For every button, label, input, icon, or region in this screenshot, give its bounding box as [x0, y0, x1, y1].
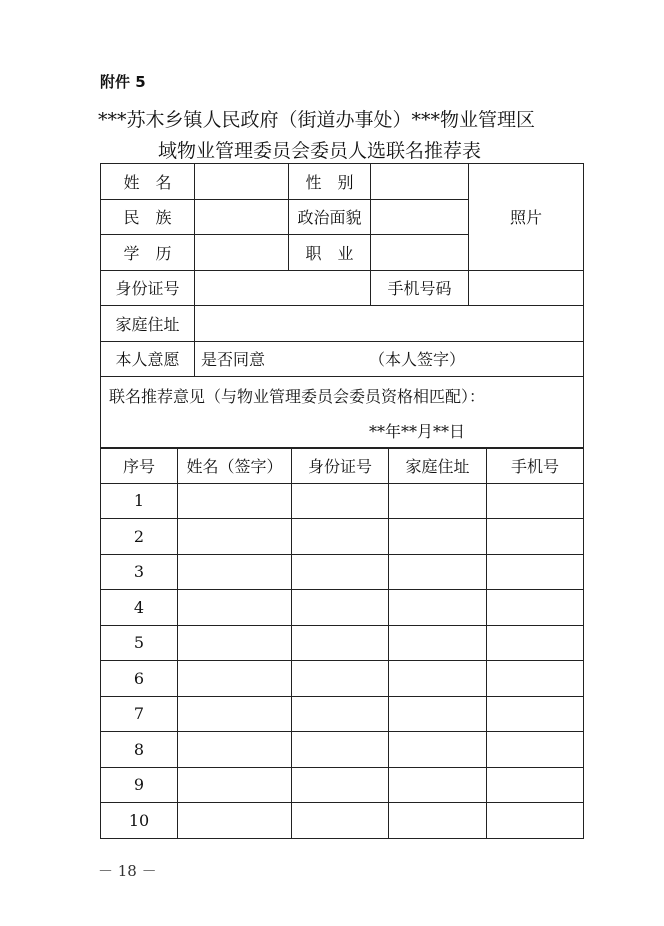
table-row — [101, 519, 584, 555]
column-header: 身份证号 — [292, 448, 389, 484]
id-number-cell[interactable] — [292, 661, 389, 697]
id-number-cell[interactable] — [292, 519, 389, 555]
consent-text: 是否同意 — [201, 350, 266, 370]
address-cell[interactable] — [389, 767, 487, 803]
id-number-label: 身份证号 — [101, 270, 195, 306]
phone-cell[interactable] — [487, 590, 584, 626]
recommender-list-table — [100, 447, 584, 839]
table-row — [101, 483, 584, 519]
political-status-label: 政治面貌 — [289, 199, 371, 235]
ethnicity-field[interactable] — [195, 199, 289, 235]
phone-cell[interactable] — [487, 732, 584, 768]
table-row — [101, 590, 584, 626]
column-header: 家庭住址 — [389, 448, 487, 484]
signature-cell[interactable] — [178, 590, 292, 626]
table-row — [101, 767, 584, 803]
table-row — [101, 270, 584, 306]
table-row — [101, 554, 584, 590]
row-number: 10 — [101, 803, 178, 839]
education-label: 学 历 — [101, 235, 195, 271]
id-number-field[interactable] — [195, 270, 371, 306]
recommendation-opinion[interactable] — [101, 377, 584, 449]
phone-cell[interactable] — [487, 767, 584, 803]
id-number-cell[interactable] — [292, 732, 389, 768]
address-cell[interactable] — [389, 519, 487, 555]
table-row — [101, 164, 584, 200]
address-cell[interactable] — [389, 590, 487, 626]
gender-field[interactable] — [371, 164, 469, 200]
phone-cell[interactable] — [487, 696, 584, 732]
consent-field[interactable] — [195, 341, 584, 377]
opinion-label: 联名推荐意见（与物业管理委员会委员资格相匹配）： — [109, 387, 486, 406]
id-number-cell[interactable] — [292, 590, 389, 626]
table-header-row — [101, 448, 584, 484]
row-number: 4 — [101, 590, 178, 626]
address-cell[interactable] — [389, 625, 487, 661]
table-row — [101, 306, 584, 342]
phone-cell[interactable] — [487, 803, 584, 839]
row-number: 1 — [101, 483, 178, 519]
phone-field[interactable] — [469, 270, 584, 306]
table-row — [101, 732, 584, 768]
column-header: 手机号 — [487, 448, 584, 484]
phone-cell[interactable] — [487, 519, 584, 555]
signature-cell[interactable] — [178, 767, 292, 803]
signature-cell[interactable] — [178, 661, 292, 697]
phone-cell[interactable] — [487, 625, 584, 661]
signature-text: （本人签字） — [369, 350, 466, 370]
occupation-field[interactable] — [371, 235, 469, 271]
opinion-date: **年**月**日 — [368, 422, 465, 441]
row-number: 8 — [101, 732, 178, 768]
address-field[interactable] — [195, 306, 584, 342]
phone-cell[interactable] — [487, 554, 584, 590]
form-title-line-2: 域物业管理委员会委员人选联名推荐表 — [158, 140, 482, 162]
row-number: 7 — [101, 696, 178, 732]
address-cell[interactable] — [389, 732, 487, 768]
address-label: 家庭住址 — [101, 306, 195, 342]
column-header: 序号 — [101, 448, 178, 484]
ethnicity-label: 民 族 — [101, 199, 195, 235]
education-field[interactable] — [195, 235, 289, 271]
signature-cell[interactable] — [178, 803, 292, 839]
table-row — [101, 377, 584, 449]
name-field[interactable] — [195, 164, 289, 200]
row-number: 5 — [101, 625, 178, 661]
signature-cell[interactable] — [178, 625, 292, 661]
candidate-info-table — [100, 163, 584, 449]
row-number: 3 — [101, 554, 178, 590]
phone-cell[interactable] — [487, 661, 584, 697]
id-number-cell[interactable] — [292, 483, 389, 519]
row-number: 2 — [101, 519, 178, 555]
signature-cell[interactable] — [178, 554, 292, 590]
signature-cell[interactable] — [178, 696, 292, 732]
table-row — [101, 696, 584, 732]
id-number-cell[interactable] — [292, 554, 389, 590]
political-status-field[interactable] — [371, 199, 469, 235]
address-cell[interactable] — [389, 696, 487, 732]
table-row — [101, 341, 584, 377]
consent-label: 本人意愿 — [101, 341, 195, 377]
occupation-label: 职 业 — [289, 235, 371, 271]
id-number-cell[interactable] — [292, 696, 389, 732]
name-label: 姓 名 — [101, 164, 195, 200]
address-cell[interactable] — [389, 661, 487, 697]
page-number: － 18 － — [98, 862, 157, 880]
phone-label: 手机号码 — [371, 270, 469, 306]
address-cell[interactable] — [389, 803, 487, 839]
row-number: 9 — [101, 767, 178, 803]
signature-cell[interactable] — [178, 732, 292, 768]
signature-cell[interactable] — [178, 519, 292, 555]
address-cell[interactable] — [389, 554, 487, 590]
gender-label: 性 别 — [289, 164, 371, 200]
address-cell[interactable] — [389, 483, 487, 519]
table-row — [101, 625, 584, 661]
id-number-cell[interactable] — [292, 625, 389, 661]
id-number-cell[interactable] — [292, 803, 389, 839]
form-title-line-1: ***苏木乡镇人民政府（街道办事处）***物业管理区 — [98, 109, 536, 131]
table-row — [101, 661, 584, 697]
photo-box[interactable]: 照片 — [469, 164, 584, 271]
attachment-label: 附件 5 — [100, 73, 146, 91]
id-number-cell[interactable] — [292, 767, 389, 803]
phone-cell[interactable] — [487, 483, 584, 519]
signature-cell[interactable] — [178, 483, 292, 519]
column-header: 姓名（签字） — [178, 448, 292, 484]
table-row — [101, 803, 584, 839]
row-number: 6 — [101, 661, 178, 697]
